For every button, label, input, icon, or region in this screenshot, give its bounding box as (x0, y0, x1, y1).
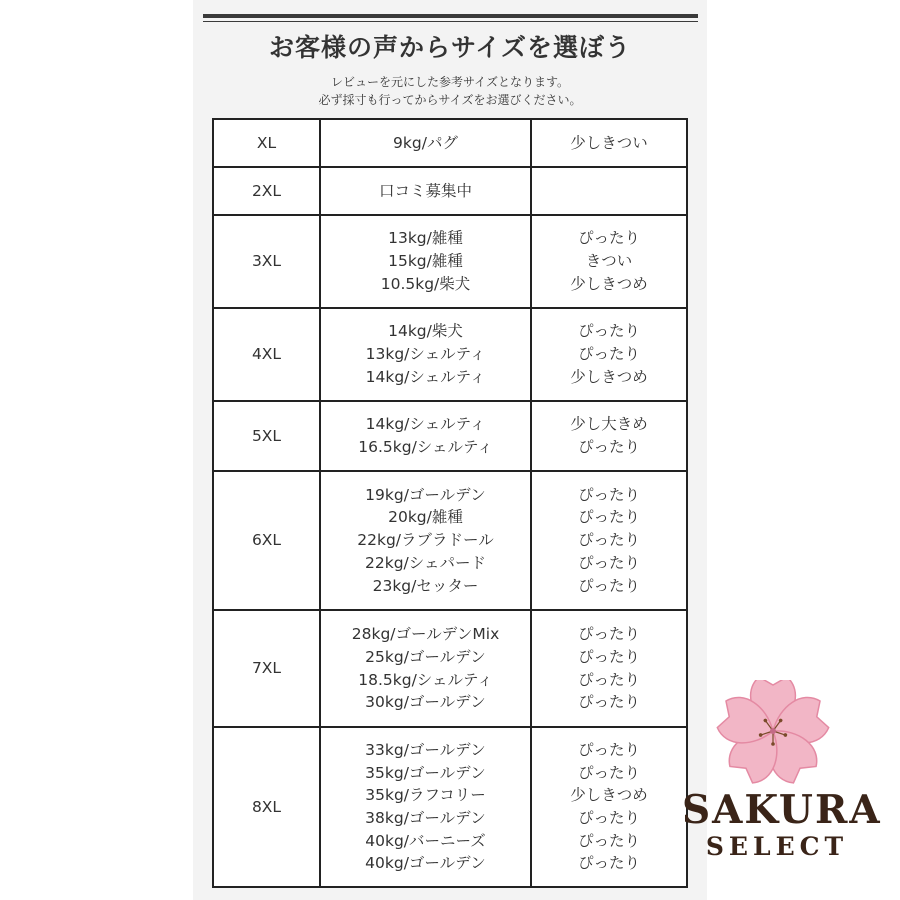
size-cell: 5XL (213, 401, 320, 471)
dog-cell (320, 119, 531, 167)
fit-entry: ぴったり (577, 485, 640, 504)
fit-entry: ぴったり (577, 647, 640, 666)
fit-entry: 少しきつい (570, 133, 648, 152)
dog-entry: 22kg/ラブラドール (357, 531, 494, 550)
fit-entry: 少しきつめ (570, 274, 648, 293)
size-note (193, 73, 707, 109)
dog-entry: 30kg/ゴールデン (365, 693, 486, 712)
fit-cell (531, 308, 687, 401)
dog-entry: 25kg/ゴールデン (365, 647, 486, 666)
fit-entry: 少し大きめ (570, 415, 648, 434)
fit-cell (531, 167, 687, 215)
dog-entry: 13kg/シェルティ (365, 345, 486, 364)
dog-entry: 33kg/ゴールデン (365, 740, 486, 759)
fit-entry: きつい (585, 252, 633, 271)
fit-entry: ぴったり (577, 809, 640, 827)
sakura-center (770, 728, 776, 734)
page-title: お客様の声からサイズを選ぼう (268, 33, 631, 62)
dog-cell (320, 471, 531, 610)
logo-wordmark: SAKURA (682, 787, 882, 833)
fit-cell (531, 401, 687, 471)
fit-entry: 少しきつめ (570, 367, 648, 386)
size-cell: 6XL (213, 471, 320, 610)
fit-entry: ぴったり (577, 625, 640, 644)
table-row (213, 119, 687, 167)
fit-entry: ぴったり (577, 763, 640, 782)
fit-cell (531, 215, 687, 308)
table-row (213, 167, 687, 215)
sakura-stamen-tip (771, 742, 775, 746)
size-review-table-body (213, 119, 687, 887)
dog-cell (320, 167, 531, 215)
size-note-line-1: レビューを元にした参考サイズとなります。 (330, 75, 570, 89)
fit-entry: ぴったり (577, 508, 640, 527)
size-cell: 8XL (213, 727, 320, 887)
logo-subtitle: SELECT (705, 832, 849, 861)
dog-entry: 22kg/シェパード (365, 553, 486, 572)
dog-entry: 14kg/シェルティ (365, 415, 486, 434)
dog-entry: 13kg/雑種 (388, 229, 463, 248)
dog-entry: 35kg/ラフコリー (365, 786, 486, 805)
fit-entry: ぴったり (577, 831, 640, 850)
dog-entry: 38kg/ゴールデン (365, 809, 486, 827)
dog-entry: 9kg/パグ (393, 133, 458, 152)
fit-entry: ぴったり (577, 693, 640, 712)
dog-entry: 20kg/雑種 (388, 508, 463, 527)
table-row (213, 308, 687, 401)
dog-entry: 40kg/ゴールデン (365, 854, 486, 873)
dog-entry: 14kg/シェルティ (365, 367, 486, 386)
dog-entry: 15kg/雑種 (388, 252, 463, 271)
dog-entry: 19kg/ゴールデン (365, 485, 486, 504)
dog-cell (320, 215, 531, 308)
table-row (213, 471, 687, 610)
fit-cell (531, 119, 687, 167)
dog-cell (320, 308, 531, 401)
size-cell: 3XL (213, 215, 320, 308)
dog-entry: 40kg/バーニーズ (365, 831, 486, 850)
table-row (213, 215, 687, 308)
fit-entry: ぴったり (577, 229, 640, 248)
size-review-table (212, 118, 688, 888)
fit-entry: ぴったり (577, 854, 640, 873)
fit-entry: ぴったり (577, 345, 640, 364)
fit-entry: ぴったり (577, 576, 640, 595)
fit-entry: ぴったり (577, 670, 640, 689)
fit-cell (531, 471, 687, 610)
dog-entry: 口コミ募集中 (378, 181, 472, 200)
fit-entry: 少しきつめ (570, 786, 648, 805)
dog-entry: 14kg/柴犬 (388, 322, 463, 341)
fit-entry: ぴったり (577, 438, 640, 456)
dog-entry: 23kg/セッター (372, 576, 479, 595)
fit-entry: ぴったり (577, 322, 640, 341)
size-cell: XL (213, 119, 320, 167)
dog-entry: 35kg/ゴールデン (365, 763, 486, 782)
dog-entry: 16.5kg/シェルティ (358, 438, 493, 456)
size-note-line-2: 必ず採寸も行ってからサイズをお選びください。 (318, 93, 582, 107)
table-row (213, 401, 687, 471)
size-cell: 4XL (213, 308, 320, 401)
dog-entry: 10.5kg/柴犬 (380, 274, 471, 293)
fit-entry: ぴったり (577, 740, 640, 759)
dog-cell (320, 727, 531, 887)
header-rule-thick (203, 14, 698, 18)
dog-cell (320, 610, 531, 727)
dog-entry: 18.5kg/シェルティ (358, 670, 493, 689)
fit-entry: ぴったり (577, 531, 640, 550)
dog-cell (320, 401, 531, 471)
fit-entry: ぴったり (577, 553, 640, 572)
size-cell: 2XL (213, 167, 320, 215)
fit-cell (531, 610, 687, 727)
fit-cell (531, 727, 687, 887)
size-cell: 7XL (213, 610, 320, 727)
header-rule-thin (203, 21, 698, 22)
table-row (213, 610, 687, 727)
dog-entry: 28kg/ゴールデンMix (351, 625, 500, 644)
table-row (213, 727, 687, 887)
